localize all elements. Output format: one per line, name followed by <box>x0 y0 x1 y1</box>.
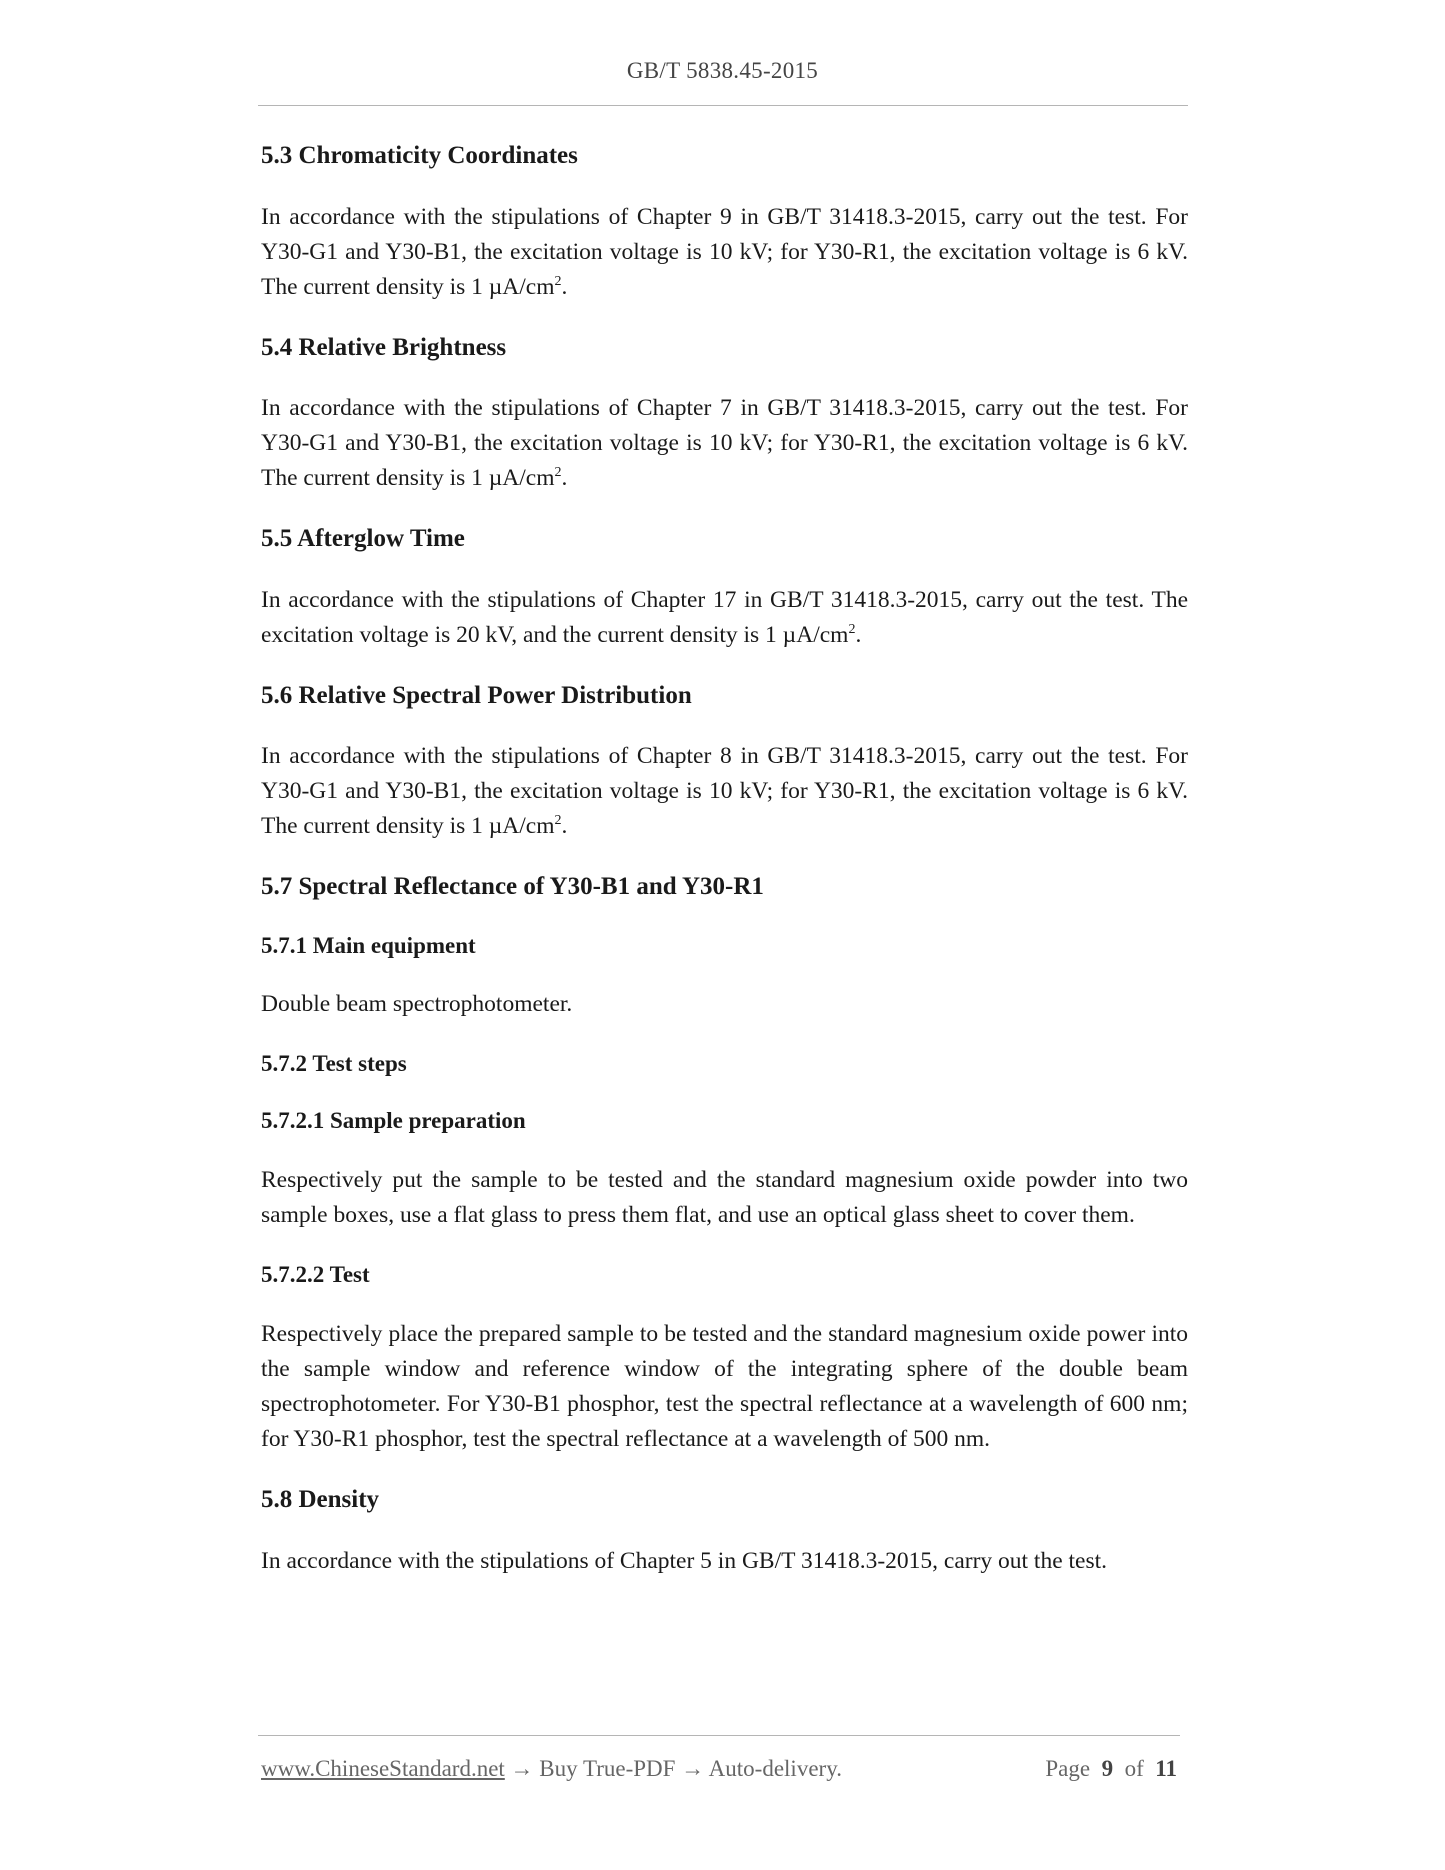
section-text-5-3 <box>261 200 1188 305</box>
section-text-5-8: In accordance with the stipulations of Chapter 5 in GB/T 31418.3-2015, carry out the test. <box>261 1547 1108 1574</box>
section-text-5-5-body: In accordance with the stipulations of Chapter 17 in GB/T 31418.3-2015, carry out the test. The excitation voltage is 20 kV, and the current density is 1 µA/cm <box>261 586 1188 648</box>
footer-divider <box>258 1735 1180 1736</box>
section-heading-5-8: 5.8 Density <box>261 1486 380 1514</box>
section-heading-5-7: 5.7 Spectral Reflectance of Y30-B1 and Y30-R1 <box>261 873 764 900</box>
section-text-5-3-body: In accordance with the stipulations of Chapter 9 in GB/T 31418.3-2015, carry out the test. For Y30-G1 and Y30-B1, the excitation voltage is 10 kV; for Y30-R1, the excitation voltage is 6 kV. The current density is 1 µA/cm <box>261 203 1188 300</box>
section-heading-5-4: 5.4 Relative Brightness <box>261 333 507 361</box>
section-heading-5-3: 5.3 Chromaticity Coordinates <box>261 142 578 169</box>
section-text-5-5 <box>261 583 1188 653</box>
header-divider <box>258 105 1188 106</box>
chinesestandard-link[interactable]: www.ChineseStandard.net <box>261 1756 505 1781</box>
document-header-title: GB/T 5838.45-2015 <box>626 58 819 83</box>
section-text-5-6-body: In accordance with the stipulations of Chapter 8 in GB/T 31418.3-2015, carry out the test. For Y30-G1 and Y30-B1, the excitation voltage is 10 kV; for Y30-R1, the excitation voltage is 6 kV. The current density is 1 µA/cm <box>261 743 1188 839</box>
auto-delivery-text: Auto-delivery. <box>708 1756 842 1781</box>
section-text-5-7-1: Double beam spectrophotometer. <box>261 991 573 1018</box>
total-pages: 11 <box>1155 1756 1177 1781</box>
document-body <box>261 140 1188 1579</box>
period: . <box>561 465 568 491</box>
section-heading-5-7-1: 5.7.1 Main equipment <box>261 932 476 958</box>
arrow-right-icon: → <box>681 1756 705 1781</box>
superscript: 2 <box>554 273 562 289</box>
section-heading-5-6: 5.6 Relative Spectral Power Distribution <box>261 681 692 709</box>
period: . <box>855 621 862 648</box>
arrow-right-icon: → <box>510 1756 534 1781</box>
section-heading-5-5: 5.5 Afterglow Time <box>261 525 465 552</box>
superscript: 2 <box>554 813 562 829</box>
page-label: Page <box>1045 1756 1091 1781</box>
period: . <box>561 273 568 300</box>
superscript: 2 <box>848 621 856 637</box>
section-text-5-6 <box>261 739 1188 844</box>
section-text-5-7-2-1: Respectively put the sample to be tested and the standard magnesium oxide powder into two sample boxes, use a flat glass to press them flat, and use an optical glass sheet to cover them. <box>261 1167 1188 1229</box>
superscript: 2 <box>554 465 562 481</box>
page-number <box>1045 1756 1177 1782</box>
buy-true-pdf-text: Buy True-PDF <box>539 1756 676 1781</box>
footer-promo <box>261 1756 842 1782</box>
section-text-5-4-body: In accordance with the stipulations of Chapter 7 in GB/T 31418.3-2015, carry out the test. For Y30-G1 and Y30-B1, the excitation voltage is 10 kV; for Y30-R1, the excitation voltage is 6 kV. The current density is 1 µA/cm <box>261 395 1188 491</box>
section-heading-5-7-2-2: 5.7.2.2 Test <box>261 1262 370 1288</box>
of-label: of <box>1124 1756 1144 1781</box>
period: . <box>561 813 568 839</box>
section-heading-5-7-2-1: 5.7.2.1 Sample preparation <box>261 1108 526 1134</box>
section-text-5-4 <box>261 391 1188 496</box>
current-page: 9 <box>1101 1756 1114 1781</box>
section-heading-5-7-2: 5.7.2 Test steps <box>261 1051 407 1077</box>
section-text-5-7-2-2: Respectively place the prepared sample to be tested and the standard magnesium oxide power into the sample window and reference window of the integrating sphere of the double beam spectrophotometer. For Y30-B1 phosphor, test the spectral reflectance at a wavelength of 600 nm; for Y30-R1 phosphor, test the spectral reflectance at a wavelength of 500 nm. <box>261 1321 1188 1453</box>
